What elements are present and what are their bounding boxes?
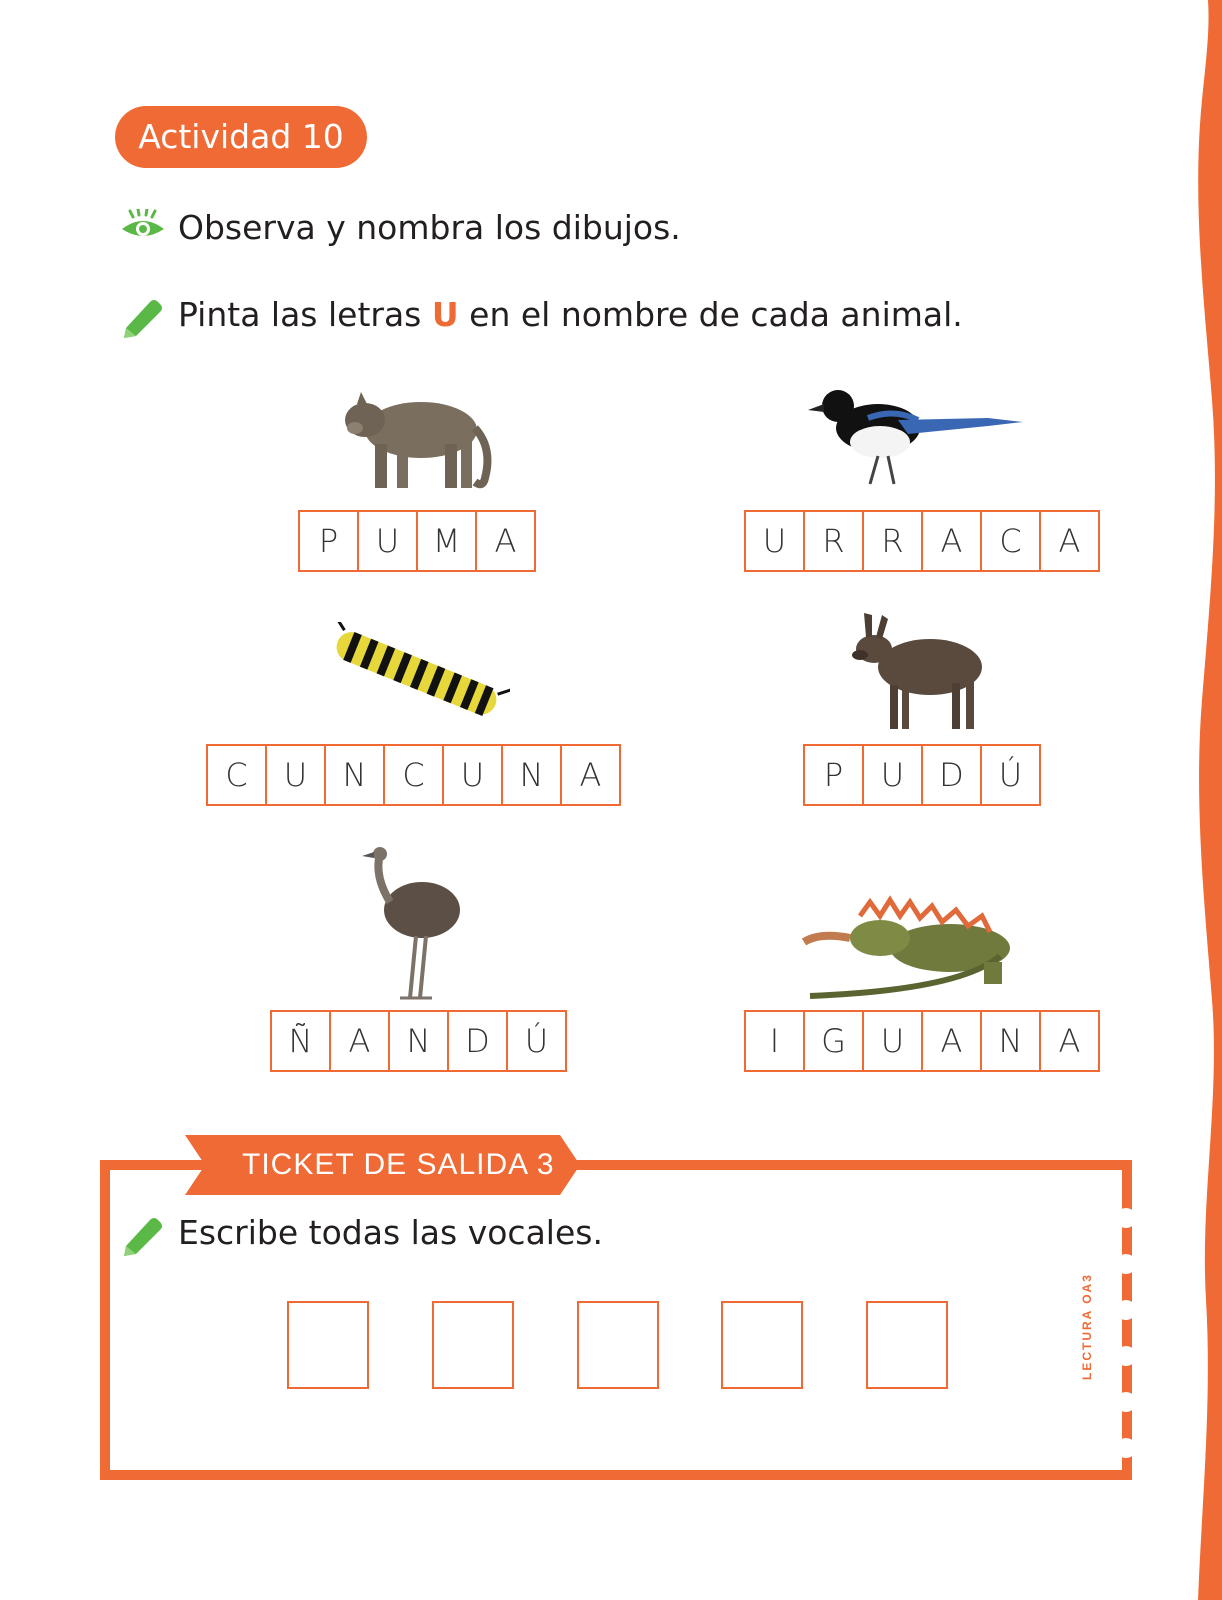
letter-cell[interactable]: G <box>803 1010 864 1072</box>
letter-cell[interactable]: Ñ <box>270 1010 331 1072</box>
letter-cell[interactable]: N <box>980 1010 1041 1072</box>
vowel-answer-box[interactable] <box>866 1301 948 1389</box>
vowel-answer-box[interactable] <box>577 1301 659 1389</box>
vowels-text: Escribe todas las vocales. <box>178 1213 603 1252</box>
pudu-illustration <box>838 605 998 735</box>
letter-cell[interactable]: R <box>862 510 923 572</box>
paint-text-suffix: en el nombre de cada animal. <box>458 295 963 334</box>
page-number: 17 <box>1166 1522 1200 1555</box>
letter-cell[interactable]: U <box>862 744 923 806</box>
letter-cell[interactable]: U <box>442 744 503 806</box>
word-puma <box>298 510 536 572</box>
word-urraca <box>744 510 1100 572</box>
letter-cell[interactable]: R <box>803 510 864 572</box>
letter-cell[interactable]: P <box>803 744 864 806</box>
letter-cell[interactable]: N <box>501 744 562 806</box>
letter-cell[interactable]: Ú <box>506 1010 567 1072</box>
observe-text: Observa y nombra los dibujos. <box>178 208 681 247</box>
paint-text-prefix: Pinta las letras <box>178 295 432 334</box>
letter-cell[interactable]: A <box>921 510 982 572</box>
pencil-icon <box>120 1214 164 1258</box>
letter-cell[interactable]: C <box>206 744 267 806</box>
letter-cell[interactable]: A <box>475 510 536 572</box>
letter-cell[interactable]: A <box>921 1010 982 1072</box>
rhea-illustration <box>360 846 470 1002</box>
word-iguana <box>744 1010 1100 1072</box>
word-pudu <box>803 744 1041 806</box>
letter-cell[interactable]: U <box>265 744 326 806</box>
letter-cell[interactable]: A <box>560 744 621 806</box>
curriculum-label: LECTURA OA3 <box>1080 1273 1094 1380</box>
iguana-illustration <box>800 882 1040 1002</box>
letter-cell[interactable]: D <box>447 1010 508 1072</box>
caterpillar-illustration <box>320 622 510 732</box>
highlight-letter: U <box>431 295 459 334</box>
letter-cell[interactable]: D <box>921 744 982 806</box>
letter-cell[interactable]: U <box>357 510 418 572</box>
letter-cell[interactable]: P <box>298 510 359 572</box>
word-nandu <box>270 1010 567 1072</box>
letter-cell[interactable]: A <box>1039 510 1100 572</box>
magpie-illustration <box>808 380 1028 490</box>
pencil-icon <box>120 296 164 340</box>
letter-cell[interactable]: I <box>744 1010 805 1072</box>
eye-icon <box>120 209 166 243</box>
letter-cell[interactable]: U <box>744 510 805 572</box>
letter-cell[interactable]: C <box>383 744 444 806</box>
vowel-answer-box[interactable] <box>721 1301 803 1389</box>
letter-cell[interactable]: M <box>416 510 477 572</box>
letter-cell[interactable]: N <box>324 744 385 806</box>
ticket-title: TICKET DE SALIDA 3 <box>242 1148 555 1181</box>
activity-title: Actividad 10 <box>115 106 367 168</box>
puma-illustration <box>335 378 495 496</box>
letter-cell[interactable]: U <box>862 1010 923 1072</box>
letter-cell[interactable]: A <box>1039 1010 1100 1072</box>
word-cuncuna <box>206 744 621 806</box>
vowel-answer-box[interactable] <box>287 1301 369 1389</box>
letter-cell[interactable]: N <box>388 1010 449 1072</box>
vowel-answer-box[interactable] <box>432 1301 514 1389</box>
letter-cell[interactable]: C <box>980 510 1041 572</box>
letter-cell[interactable]: Ú <box>980 744 1041 806</box>
letter-cell[interactable]: A <box>329 1010 390 1072</box>
